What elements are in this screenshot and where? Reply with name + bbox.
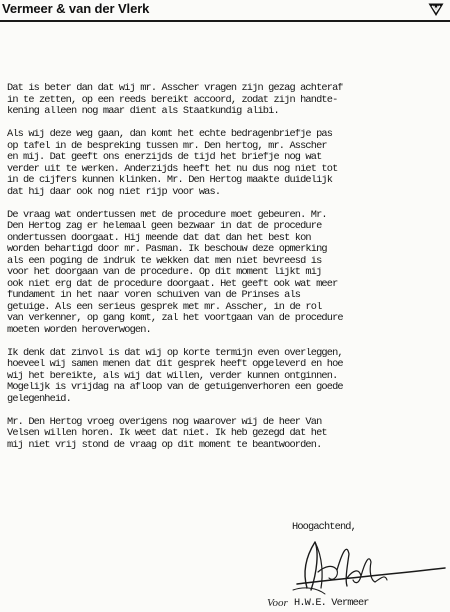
body-line: op tafel in de bespreking tussen mr. Den hertog, mr. Asscher [7,140,327,152]
body-paragraph [7,129,445,198]
body-line: ondertussen doorgaat. Hij meende dat dat dan het best kon [7,232,311,244]
body-line: Den Hertog zag er helemaal geen bezwaar in dat de procedure [7,221,322,232]
body-line: Velsen willen horen. Ik weet dat niet. Ik heb gezegd dat het [7,428,327,439]
body-line: fundament in het naar voren schuiven van de Prinses als [7,290,301,301]
body-paragraph [7,83,445,118]
closing-salutation: Hoogachtend, [292,521,356,533]
body-line: voor het doorgaan van de procedure. Op dit moment lijkt mij [7,267,322,278]
body-line: Dat is beter dan dat wij mr. Asscher vragen zijn gezag achteraf [7,83,343,94]
handwritten-signature [285,528,450,603]
body-line: van verkenner, op gang komt, zal het voortgaan van de procedure [7,313,343,324]
letterhead [0,0,450,22]
body-line: Als wij deze weg gaan, dan komt het echte bedragenbriefje pas [7,129,333,140]
body-line: worden behartigd door mr. Pasman. Ik beschouw deze opmerking [7,244,327,255]
body-line: in te zetten, op een reeds bereikt accoord, zodat zijn handte- [7,94,338,106]
body-line: wij het bereikte, als wij dat willen, verder kunnen ontginnen. [7,370,338,382]
body-paragraph [7,417,445,452]
body-line: gelegenheid. [7,393,71,405]
firm-name: Vermeer & van der Vlerk [2,1,150,16]
body-line: verder uit te werken. Anderzijds heeft het nu dus nog niet tot [7,163,338,175]
signer-name: H.W.E. Vermeer [294,597,369,609]
letter-body [7,83,445,463]
body-line: moeten worden heroverwogen. [7,324,151,336]
body-line: getuige. Als een serieus gesprek met mr. Asscher, in de rol [7,301,322,313]
body-line: en mij. Dat geeft ons enerzijds de tijd het briefje nog wat [7,152,322,163]
body-line: dat hij daar ook nog niet rijp voor was. [7,186,221,198]
body-line: Mr. Den Hertog vroeg overigens nog waarover wij de heer Van [7,416,322,428]
body-line: in de cijfers kunnen klinken. Mr. Den Hertog maakte duidelijk [7,175,333,186]
body-line: hoeveel wij samen menen dat dit gesprek heeft opgeleverd en hoe [7,359,343,370]
body-line: De vraag wat ondertussen met de procedure moet gebeuren. Mr. [7,209,327,221]
body-line: als een poging de indruk te wekken dat men niet bevreesd is [7,255,322,267]
voor-label: Voor [267,597,288,609]
body-line: Mogelijk is vrijdag na afloop van de getuigenverhoren een goede [7,382,343,393]
body-line: mij niet vrij stond de vraag op dit moment te beantwoorden. [7,439,322,451]
body-paragraph [7,210,445,337]
vv-chevron-logo-icon [428,2,444,17]
body-line: Ik denk dat zinvol is dat wij op korte termijn even overleggen, [7,347,343,359]
body-line: kening alleen nog maar dient als Staatkundig alibi. [7,106,279,117]
body-line: ook niet erg dat de procedure doorgaat. Het geeft ook wat meer [7,278,338,290]
body-paragraph [7,348,445,406]
